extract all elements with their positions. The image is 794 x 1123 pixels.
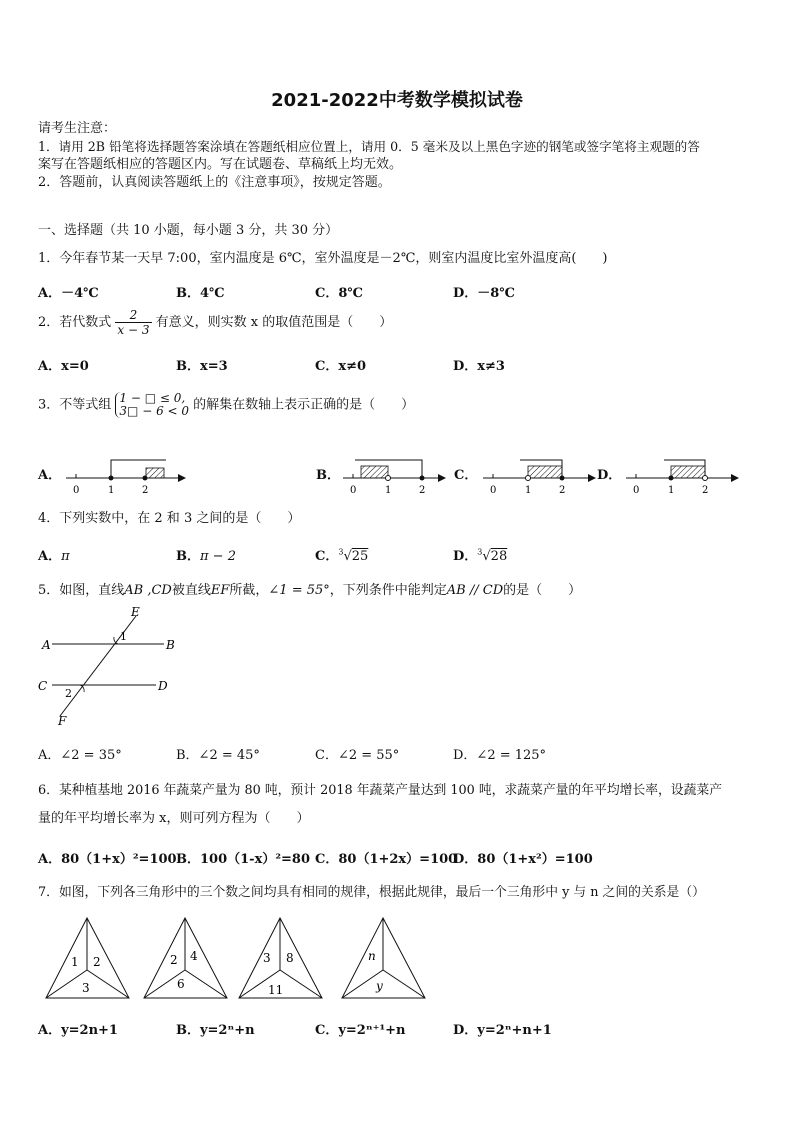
label-e: E xyxy=(131,605,140,619)
q3-d-tick-1: 1 xyxy=(668,485,675,496)
triangle-2-left: 2 xyxy=(170,953,178,967)
q6-option-a[interactable]: A．80（1+x）²=100 xyxy=(38,852,177,867)
q3-option-c-letter[interactable]: C． xyxy=(454,468,478,483)
q3-d-tick-2: 2 xyxy=(702,485,709,496)
q3-d-tick-0: 0 xyxy=(633,485,640,496)
label-d: D xyxy=(158,679,168,693)
q5-stem xyxy=(38,582,581,600)
triangle-3-right: 8 xyxy=(286,951,294,965)
q5-option-d[interactable]: D．∠2 = 125° xyxy=(453,748,547,763)
triangle-1-right: 2 xyxy=(93,955,101,969)
label-angle-2: 2 xyxy=(65,687,72,700)
q3-pre: 3．不等式组 xyxy=(38,397,112,413)
q1-option-d[interactable]: D．－8℃ xyxy=(453,286,515,301)
triangle-1-bottom: 3 xyxy=(82,981,90,995)
q2-stem xyxy=(38,308,392,337)
q2-frac-den: x − 3 xyxy=(117,323,150,337)
q5-mid-1: 被直线 xyxy=(171,583,211,598)
q5-figure xyxy=(38,604,188,728)
q2-frac-num: 2 xyxy=(115,308,151,323)
q4-a-expr: π xyxy=(61,549,70,564)
q1-stem: 1．今年春节某一天早 7:00，室内温度是 6℃，室外温度是－2℃，则室内温度比室外温度高( ) xyxy=(38,251,608,266)
q3-post: 的解集在数轴上表示正确的是（ ） xyxy=(193,397,415,413)
q3-c-tick-2: 2 xyxy=(559,485,566,496)
label-a: A xyxy=(42,638,51,652)
q4-a-letter: A． xyxy=(38,549,62,564)
notice-heading: 请考生注意： xyxy=(38,121,117,136)
q4-c-expr: 25 xyxy=(351,549,369,564)
q2-pre: 2．若代数式 xyxy=(38,315,112,330)
q3-option-a-letter[interactable]: A． xyxy=(38,468,62,483)
q3-c-tick-0: 0 xyxy=(490,485,497,496)
notice-line-1b: 案写在答题纸相应的答题区内。写在试题卷、草稿纸上均无效。 xyxy=(38,157,403,172)
q7-triangles xyxy=(40,912,440,1004)
q6-line-2: 量的年平均增长率为 x，则可列方程为（ ） xyxy=(38,811,310,826)
q3-b-tick-0: 0 xyxy=(350,485,357,496)
q4-c-root-index: 3 xyxy=(338,547,344,557)
q3-c-tick-1: 1 xyxy=(525,485,532,496)
triangle-3 xyxy=(239,918,322,998)
q1-option-b[interactable]: B．4℃ xyxy=(176,286,225,301)
q4-d-expr: 28 xyxy=(490,549,508,564)
q4-option-d[interactable] xyxy=(453,545,507,564)
q3-a-tick-0: 0 xyxy=(73,485,80,496)
section-heading: 一、选择题（共 10 小题，每小题 3 分，共 30 分） xyxy=(38,223,339,238)
q5-post: 的是（ ） xyxy=(503,583,582,598)
q2-option-d[interactable]: D．x≠3 xyxy=(453,359,505,374)
q2-option-b[interactable]: B．x=3 xyxy=(176,359,228,374)
q4-d-letter: D． xyxy=(453,549,478,564)
q3-number-lines xyxy=(0,440,794,500)
triangle-3-bottom: 11 xyxy=(268,983,284,997)
q3-stem xyxy=(38,392,414,418)
q4-option-a[interactable] xyxy=(38,545,70,564)
q6-option-b[interactable]: B．100（1-x）²=80 xyxy=(176,852,310,867)
q4-option-c[interactable] xyxy=(315,545,368,564)
q7-option-d[interactable]: D．y=2ⁿ+n+1 xyxy=(453,1023,552,1038)
page-title: 2021-2022中考数学模拟试卷 xyxy=(271,90,523,111)
q6-option-d[interactable]: D．80（1+x²）=100 xyxy=(453,852,593,867)
q4-c-letter: C． xyxy=(315,549,339,564)
q3-numberline-d xyxy=(626,460,739,496)
q6-option-c[interactable]: C．80（1+2x）=100 xyxy=(315,852,458,867)
q3-option-d-letter[interactable]: D． xyxy=(597,468,622,483)
notice xyxy=(38,120,700,192)
notice-line-2: 2．答题前，认真阅读答题纸上的《注意事项》，按规定答题。 xyxy=(38,175,391,190)
triangle-1 xyxy=(46,918,129,998)
q7-option-a[interactable]: A．y=2n+1 xyxy=(38,1023,118,1038)
triangle-2-bottom: 6 xyxy=(177,977,185,991)
radical-sign-icon: √ xyxy=(343,549,352,564)
triangle-4-bottom: y xyxy=(376,979,383,993)
triangle-4 xyxy=(342,918,425,998)
q5-math-1: AB ,CD xyxy=(124,583,172,598)
q3-numberline-a xyxy=(66,460,186,496)
q4-option-b[interactable] xyxy=(176,545,236,564)
q5-mid-2: 所截， xyxy=(229,583,269,598)
q3-ineq-1: 1 − □ ≤ 0, xyxy=(119,391,186,405)
q4-b-letter: B． xyxy=(176,549,200,564)
triangle-1-left: 1 xyxy=(71,955,79,969)
triangle-4-left: n xyxy=(368,949,376,963)
q4-d-root-index: 3 xyxy=(477,547,483,557)
q2-option-a[interactable]: A．x=0 xyxy=(38,359,89,374)
q3-option-b-letter[interactable]: B． xyxy=(316,468,340,483)
radical-sign-icon: √ xyxy=(482,549,491,564)
q7-option-b[interactable]: B．y=2ⁿ+n xyxy=(176,1023,255,1038)
q3-numberline-c xyxy=(483,460,596,496)
triangle-2-right: 4 xyxy=(190,949,198,963)
q3-b-tick-2: 2 xyxy=(419,485,426,496)
label-b: B xyxy=(166,638,175,652)
q3-a-tick-2: 2 xyxy=(142,485,149,496)
q4-b-expr: π − 2 xyxy=(200,549,236,564)
q7-stem: 7．如图，下列各三角形中的三个数之间均具有相同的规律，根据此规律，最后一个三角形中 y 与 n 之间的关系是（） xyxy=(38,885,705,900)
q3-ineq-2: 3□ − 6 < 0 xyxy=(119,404,190,418)
q4-stem: 4．下列实数中，在 2 和 3 之间的是（ ） xyxy=(38,511,301,526)
q5-option-b[interactable]: B．∠2 = 45° xyxy=(176,748,260,763)
triangle-2 xyxy=(144,918,227,998)
q2-option-c[interactable]: C．x≠0 xyxy=(315,359,367,374)
label-angle-1: 1 xyxy=(120,630,127,643)
q3-numberline-b xyxy=(343,460,446,496)
q5-pre: 5．如图，直线 xyxy=(38,583,125,598)
q5-math-3: ∠1 = 55° xyxy=(268,583,330,598)
q6-line-1: 6．某种植基地 2016 年蔬菜产量为 80 吨，预计 2018 年蔬菜产量达到 100 吨，求蔬菜产量的年平均增长率，设蔬菜产 xyxy=(38,783,722,798)
q3-b-tick-1: 1 xyxy=(385,485,392,496)
label-c: C xyxy=(38,679,48,693)
q1-option-a[interactable]: A．－4℃ xyxy=(38,286,99,301)
q7-option-c[interactable]: C．y=2ⁿ⁺¹+n xyxy=(315,1023,406,1038)
notice-line-1a: 1．请用 2B 铅笔将选择题答案涂填在答题纸相应位置上，请用 0．5 毫米及以上黑色字迹的钢笔或签字笔将主观题的答 xyxy=(38,139,700,154)
label-f: F xyxy=(58,714,67,728)
triangle-3-left: 3 xyxy=(263,951,271,965)
q3-inequality-system xyxy=(115,392,189,418)
q5-math-4: AB // CD xyxy=(446,583,504,598)
q5-option-a[interactable]: A．∠2 = 35° xyxy=(38,748,122,763)
q5-option-c[interactable]: C．∠2 = 55° xyxy=(315,748,400,763)
q2-post: 有意义，则实数 x 的取值范围是（ ） xyxy=(155,315,393,330)
q5-mid-3: ，下列条件中能判定 xyxy=(329,583,447,598)
q2-fraction xyxy=(115,308,151,337)
q5-math-2: EF xyxy=(210,583,230,598)
q3-a-tick-1: 1 xyxy=(108,485,115,496)
q1-option-c[interactable]: C．8℃ xyxy=(315,286,363,301)
